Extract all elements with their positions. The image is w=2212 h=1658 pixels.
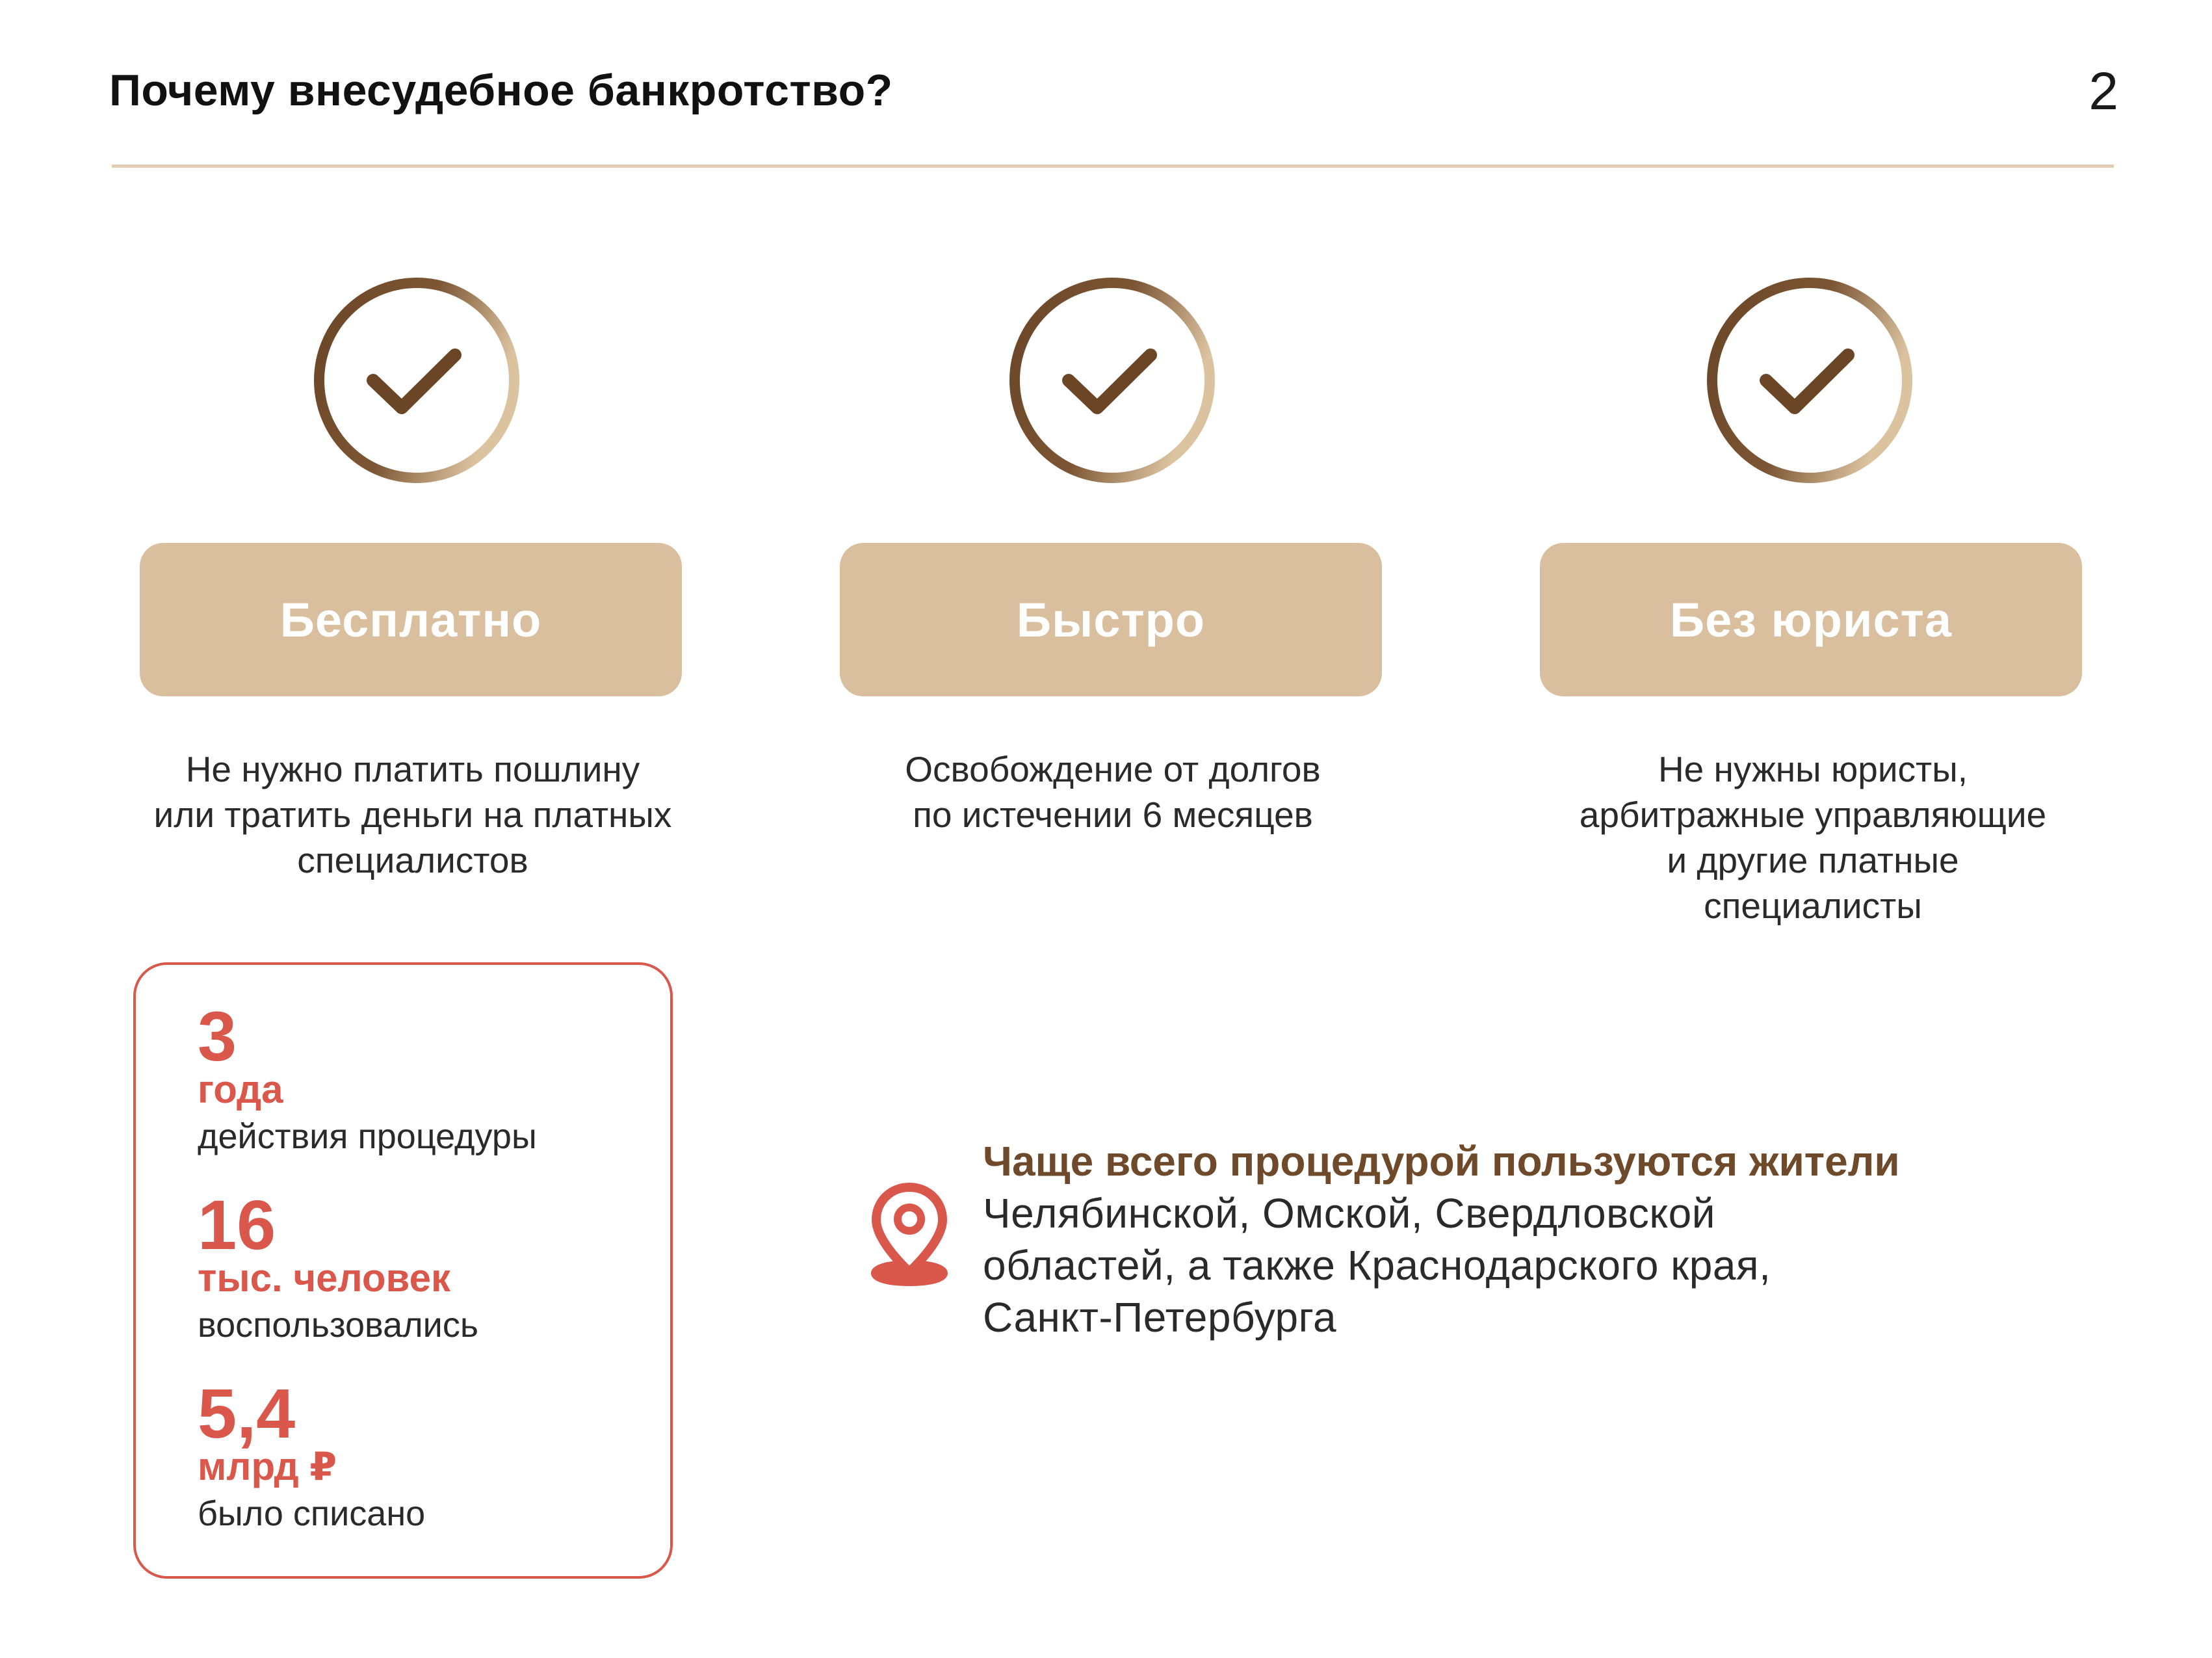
stat-people (198, 1185, 478, 1351)
feature-label-no-lawyer: Без юриста (1540, 543, 2082, 696)
regions-line: Санкт-Петербурга (983, 1294, 1337, 1341)
regions-heading: Чаще всего процедурой пользуются жители (983, 1138, 1900, 1185)
check-circle-icon (1702, 273, 1917, 488)
feature-description-no-lawyer: Не нужны юристы, арбитражные управляющие и другие платные специалисты (1579, 749, 2047, 926)
stat-unit: года (198, 1068, 283, 1111)
stat-caption: было списано (198, 1494, 426, 1533)
check-circle-icon (309, 273, 524, 488)
feature-label-free: Бесплатно (140, 543, 682, 696)
stat-number: 16 (198, 1185, 276, 1264)
stats-card (133, 962, 673, 1579)
stat-written-off (198, 1374, 426, 1540)
stat-caption: действия процедуры (198, 1117, 537, 1156)
check-circle-icon (1005, 273, 1219, 488)
regions-line: Челябинской, Омской, Свердловской (983, 1190, 1715, 1237)
stat-caption: воспользовались (198, 1306, 478, 1345)
stat-duration (198, 997, 537, 1163)
feature-label-fast: Быстро (840, 543, 1382, 696)
regions-line: областей, а также Краснодарского края, (983, 1242, 1771, 1289)
header-divider (112, 164, 2114, 168)
feature-description-free: Не нужно платить пошлину или тратить деньги на платных специалистов (153, 749, 672, 880)
stat-number: 5,4 (198, 1374, 296, 1453)
stat-number: 3 (198, 997, 237, 1075)
stat-unit: тыс. человек (198, 1256, 451, 1300)
page-title: Почему внесудебное банкротство? (109, 66, 893, 115)
stat-unit: млрд ₽ (198, 1445, 337, 1488)
regions-block (983, 1135, 2114, 1343)
feature-description-fast: Освобождение от долгов по истечении 6 месяцев (905, 749, 1321, 835)
page-number: 2 (2088, 62, 2118, 121)
location-pin-icon (866, 1182, 953, 1289)
